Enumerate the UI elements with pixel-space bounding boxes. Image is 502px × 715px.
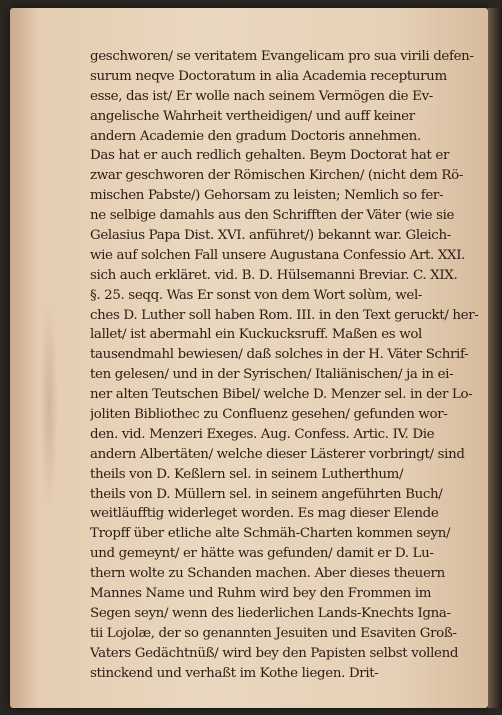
book-gutter (488, 8, 502, 708)
text-line: ne selbige damahls aus den Schrifften der Väter (wie sie (90, 208, 455, 224)
text-line: geschworen/ se veritatem Evangelicam pro sua virili defen- (90, 49, 474, 64)
text-line: Tropff über etliche alte Schmäh-Charten kommen seyn/ (90, 526, 451, 542)
text-line: ches D. Luther soll haben Rom. III. in den Text geruckt/ her- (90, 307, 479, 323)
text-line: joliten Bibliothec zu Confluenz gesehen/ gefunden wor- (90, 407, 448, 423)
page-text (90, 47, 490, 684)
text-line: Mannes Name und Ruhm wird bey den Frommen im (90, 586, 432, 602)
text-line: Das hat er auch redlich gehalten. Beym Doctorat hat er (90, 148, 450, 164)
text-line: §. 25. seqq. Was Er sonst von dem Wort solùm, wel- (90, 287, 423, 303)
text-line: Vaters Gedächtnüß/ wird bey den Papisten selbst vollend (90, 645, 459, 661)
text-line: zwar geschworen der Römischen Kirchen/ (nicht dem Rö- (90, 168, 464, 184)
text-line: sich auch erkläret. vid. B. D. Hülsemanni Breviar. C. XIX. (90, 267, 458, 283)
text-line: tausendmahl bewiesen/ daß solches in der H. Väter Schrif- (90, 347, 469, 363)
text-line: stinckend und verhaßt im Kothe liegen. Drit- (90, 665, 379, 681)
text-line: tii Lojolæ, der so genannten Jesuiten und Esaviten Groß- (90, 625, 457, 641)
text-line: surum neqve Doctoratum in alia Academia recepturum (90, 68, 447, 84)
text-line: wie auf solchen Fall unsere Augustana Confessio Art. XXI. (90, 247, 466, 263)
text-line: mischen Pabste/) Gehorsam zu leisten; Nemlich so fer- (90, 188, 444, 204)
text-line: angelische Wahrheit vertheidigen/ und auff keiner (90, 108, 415, 124)
text-line: Segen seyn/ wenn des liederlichen Lands-Knechts Igna- (90, 605, 451, 621)
page-stain (40, 300, 58, 510)
text-line: andern Academie den gradum Doctoris annehmen. (90, 128, 421, 144)
text-line: esse, das ist/ Er wolle nach seinem Vermögen die Ev- (90, 88, 433, 104)
text-line: andern Albertäten/ welche dieser Lästerer vorbringt/ sind (90, 446, 465, 462)
text-line: theils von D. Keßlern sel. in seinem Lutherthum/ (90, 466, 404, 482)
text-line: thern wolte zu Schanden machen. Aber dieses theuern (90, 566, 445, 582)
text-line: Gelasius Papa Dist. XVI. anführet/) bekannt war. Gleich- (90, 228, 451, 244)
text-line: lallet/ ist abermahl ein Kuckucksruff. Maßen es wol (90, 327, 422, 343)
text-line: und gemeynt/ er hätte was gefunden/ damit er D. Lu- (90, 546, 434, 562)
text-line: ten gelesen/ und in der Syrischen/ Italiänischen/ ja in ei- (90, 367, 454, 383)
text-line: den. vid. Menzeri Exeges. Aug. Confess. Artic. IV. Die (90, 426, 435, 442)
text-line: theils von D. Müllern sel. in seinem angeführten Buch/ (90, 486, 443, 502)
text-line: ner alten Teutschen Bibel/ welche D. Menzer sel. in der Lo- (90, 387, 473, 403)
text-line: weitläufftig widerleget worden. Es mag dieser Elende (90, 506, 439, 522)
